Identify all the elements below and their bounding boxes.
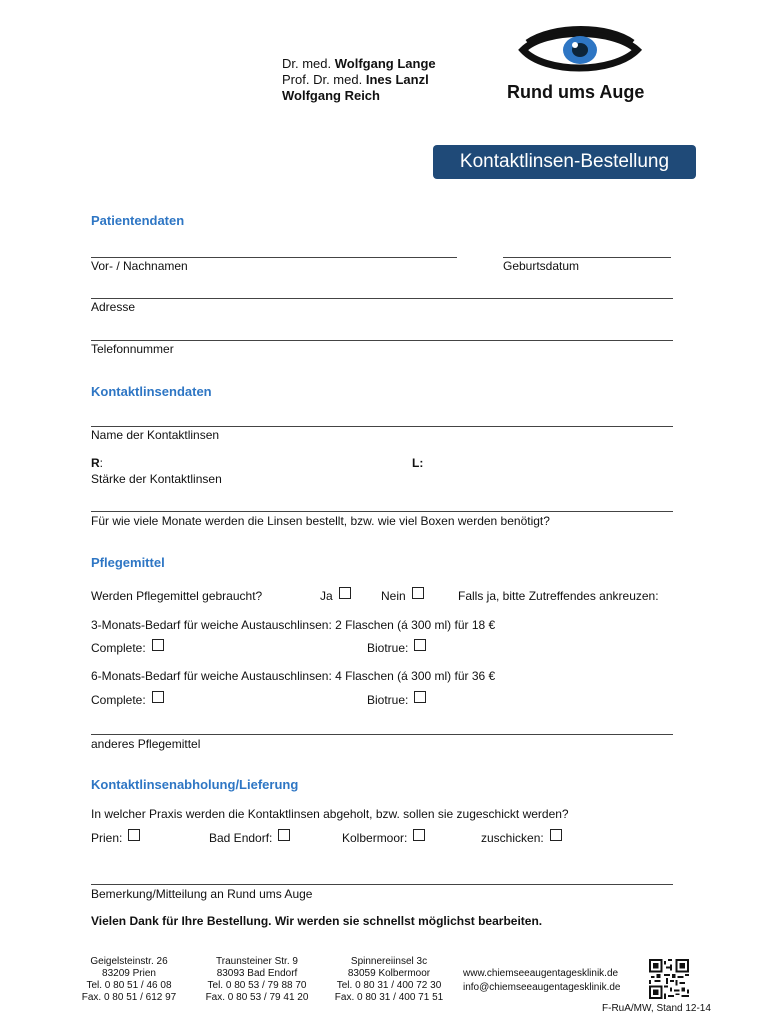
pickup-question: In welcher Praxis werden die Kontaktlinsen abgeholt, bzw. sollen sie zugeschickt werden? <box>91 807 569 821</box>
name-label: Vor- / Nachnamen <box>91 259 188 273</box>
doctor-2: Prof. Dr. med. Ines Lanzl <box>282 72 429 87</box>
footer-contact <box>463 967 620 995</box>
section-patientendaten: Patientendaten <box>91 213 185 228</box>
three-month-complete-checkbox[interactable] <box>152 639 164 651</box>
other-care-label: anderes Pflegemittel <box>91 737 201 751</box>
care-no-checkbox[interactable] <box>412 587 424 599</box>
footer-prien: Geigelsteinstr. 26 83209 Prien Tel. 0 80 51 / 46 08 Fax. 0 80 51 / 612 97 <box>81 956 177 1003</box>
name-field[interactable] <box>91 257 457 258</box>
remark-field[interactable] <box>91 884 673 885</box>
care-if-yes-note: Falls ja, bitte Zutreffendes ankreuzen: <box>458 589 659 603</box>
thanks-note: Vielen Dank für Ihre Bestellung. Wir werden sie schnellst möglichst bearbeiten. <box>91 914 543 928</box>
website-link[interactable]: www.chiemseeaugentagesklinik.de <box>463 968 619 979</box>
pickup-bad-endorf[interactable]: Bad Endorf: <box>209 829 290 845</box>
lens-name-label: Name der Kontaktlinsen <box>91 428 220 442</box>
care-yes-checkbox[interactable] <box>339 587 351 599</box>
doctor-3: Wolfgang Reich <box>282 88 380 103</box>
section-abholung: Kontaktlinsenabholung/Lieferung <box>91 777 299 792</box>
address-label: Adresse <box>91 300 136 314</box>
email-link[interactable]: info@chiemseeaugentagesklinik.de <box>463 982 621 993</box>
right-eye-label: R: <box>91 456 104 470</box>
six-month-complete-checkbox[interactable] <box>152 691 164 703</box>
pickup-kolbermoor-checkbox[interactable] <box>413 829 425 841</box>
six-month-line: 6-Monats-Bedarf für weiche Austauschlinsen: 4 Flaschen (á 300 ml) für 36 € <box>91 669 496 683</box>
other-care-field[interactable] <box>91 734 673 735</box>
pickup-send-checkbox[interactable] <box>550 829 562 841</box>
six-month-complete[interactable]: Complete: <box>91 691 164 707</box>
pickup-bad-endorf-checkbox[interactable] <box>278 829 290 841</box>
pickup-kolbermoor[interactable]: Kolbermoor: <box>342 829 425 845</box>
birthdate-label: Geburtsdatum <box>503 259 580 273</box>
qr-code-icon <box>649 959 689 999</box>
footer-bad-endorf: Traunsteiner Str. 9 83093 Bad Endorf Tel. 0 80 53 / 79 88 70 Fax. 0 80 53 / 79 41 20 <box>205 956 309 1003</box>
birthdate-field[interactable] <box>503 257 671 258</box>
care-no-option[interactable]: Nein <box>381 587 424 603</box>
phone-field[interactable] <box>91 340 673 341</box>
strength-label: Stärke der Kontaktlinsen <box>91 472 222 486</box>
doctors-block <box>282 56 436 104</box>
address-field[interactable] <box>91 298 673 299</box>
doctor-1: Dr. med. Wolfgang Lange <box>282 56 436 71</box>
form-version: F-RuA/MW, Stand 12-14 <box>602 1003 711 1014</box>
left-eye-label: L: <box>412 456 424 470</box>
phone-label: Telefonnummer <box>91 342 174 356</box>
lens-name-field[interactable] <box>91 426 673 427</box>
months-label: Für wie viele Monate werden die Linsen bestellt, bzw. wie viel Boxen werden benötigt? <box>91 514 550 528</box>
pickup-send[interactable]: zuschicken: <box>481 829 562 845</box>
pickup-prien[interactable]: Prien: <box>91 829 140 845</box>
footer-kolbermoor: Spinnereiinsel 3c 83059 Kolbermoor Tel. 0 80 31 / 400 72 30 Fax. 0 80 31 / 400 71 51 <box>334 956 444 1003</box>
care-question: Werden Pflegemittel gebraucht? <box>91 589 263 603</box>
three-month-complete[interactable]: Complete: <box>91 639 164 655</box>
logo-text: Rund ums Auge <box>507 82 645 102</box>
form-title: Kontaktlinsen-Bestellung <box>433 145 696 179</box>
six-month-biotrue[interactable]: Biotrue: <box>367 691 426 707</box>
three-month-biotrue-checkbox[interactable] <box>414 639 426 651</box>
section-kontaktlinsendaten: Kontaktlinsendaten <box>91 384 212 399</box>
months-field[interactable] <box>91 511 673 512</box>
pickup-prien-checkbox[interactable] <box>128 829 140 841</box>
three-month-biotrue[interactable]: Biotrue: <box>367 639 426 655</box>
six-month-biotrue-checkbox[interactable] <box>414 691 426 703</box>
section-pflegemittel: Pflegemittel <box>91 555 165 570</box>
care-yes-option[interactable]: Ja <box>320 587 351 603</box>
three-month-line: 3-Monats-Bedarf für weiche Austauschlinsen: 2 Flaschen (á 300 ml) für 18 € <box>91 618 496 632</box>
remark-label: Bemerkung/Mitteilung an Rund ums Auge <box>91 887 313 901</box>
